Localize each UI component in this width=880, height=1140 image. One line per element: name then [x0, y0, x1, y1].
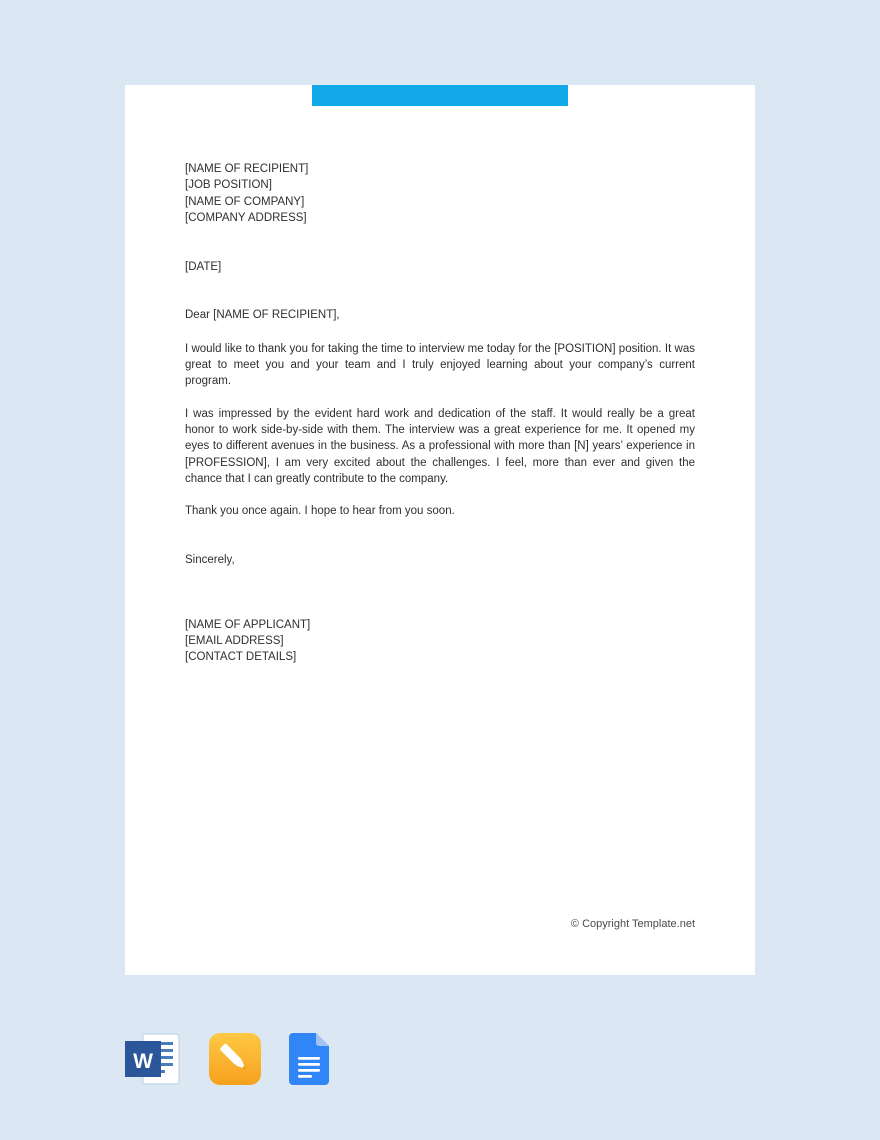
- signature-block: [185, 617, 695, 666]
- recipient-job-line: [JOB POSITION]: [185, 179, 272, 192]
- applicant-email-line: [EMAIL ADDRESS]: [185, 635, 284, 648]
- closing-line: Sincerely,: [185, 554, 235, 567]
- recipient-company-line: [NAME OF COMPANY]: [185, 195, 305, 208]
- recipient-address-line: [COMPANY ADDRESS]: [185, 211, 307, 224]
- recipient-block: [185, 161, 695, 226]
- paragraph-2: I was impressed by the evident hard work and dedication of the staff. It would really be a great honor to work side-by-side with them. The interview was a great experience for me. It opened my eyes to different avenues in the business. As a professional with more than [N] years’ experience in [PROFESSION], I am very excited about the challenges. I feel, more than ever and given the chance that I can greatly contribute to the company.: [185, 407, 695, 485]
- file-format-icons-row: [125, 1032, 329, 1086]
- recipient-name-line: [NAME OF RECIPIENT]: [185, 163, 309, 175]
- salutation: Dear [NAME OF RECIPIENT],: [185, 309, 340, 322]
- letter-content: [185, 85, 695, 666]
- apple-pages-icon[interactable]: [209, 1033, 261, 1085]
- ms-word-icon[interactable]: [125, 1033, 181, 1085]
- date-line: [DATE]: [185, 261, 222, 274]
- word-icon-letter: W: [133, 1050, 153, 1073]
- paragraph-3: Thank you once again. I hope to hear from you soon.: [185, 505, 455, 518]
- applicant-contact-line: [CONTACT DETAILS]: [185, 651, 297, 664]
- copyright-notice: © Copyright Template.net: [570, 918, 695, 930]
- applicant-name-line: [NAME OF APPLICANT]: [185, 618, 311, 631]
- paragraph-1: I would like to thank you for taking the time to interview me today for the [POSITION] position. It was great to meet you and your team and I truly enjoyed learning about your company’s current program.: [185, 342, 695, 388]
- letter-page: [125, 85, 755, 975]
- google-docs-icon[interactable]: [289, 1033, 329, 1085]
